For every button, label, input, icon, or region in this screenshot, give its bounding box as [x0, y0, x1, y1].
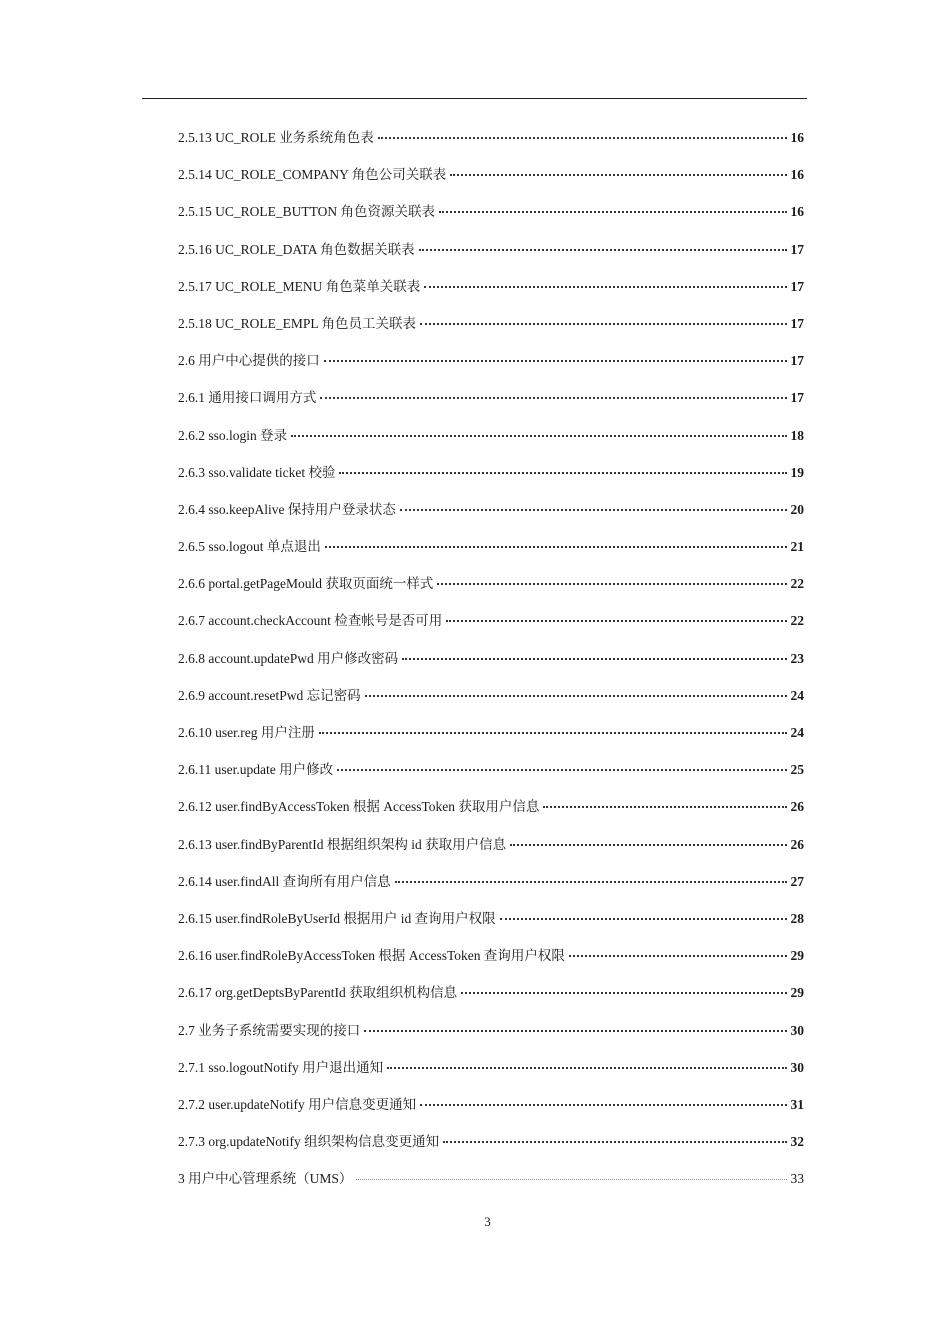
toc-entry-page: 31: [790, 1096, 804, 1112]
toc-entry[interactable]: [178, 126, 804, 163]
toc-entry-page: 27: [790, 873, 804, 889]
toc-entry-title: 2.6.10 user.reg 用户注册: [178, 725, 315, 740]
toc-entry-page: 19: [790, 464, 804, 480]
toc-entry[interactable]: [178, 424, 804, 461]
toc-entry-title: 2.5.14 UC_ROLE_COMPANY 角色公司关联表: [178, 167, 447, 183]
toc-entry-title: 2.6.4 sso.keepAlive 保持用户登录状态: [178, 501, 396, 517]
toc-dot-leader: [319, 732, 787, 734]
toc-entry-title: 2.5.17 UC_ROLE_MENU 角色菜单关联表: [178, 278, 421, 294]
toc-dot-leader: [339, 472, 786, 474]
page-number: 3: [484, 1214, 491, 1229]
header-rule: [142, 98, 807, 99]
toc-dot-leader: [450, 174, 786, 176]
toc-entry[interactable]: [178, 498, 804, 535]
toc-entry[interactable]: [178, 758, 804, 795]
toc-entry-page: 30: [790, 1059, 804, 1075]
toc-entry[interactable]: [178, 312, 804, 349]
toc-dot-leader: [387, 1067, 786, 1069]
toc-entry-page: 17: [790, 278, 804, 294]
toc-entry-page: 20: [790, 501, 804, 517]
toc-dot-leader: [443, 1141, 786, 1143]
toc-entry-title: 2.6.17 org.getDeptsByParentId 获取组织机构信息: [178, 985, 458, 1001]
toc-entry[interactable]: [178, 572, 804, 609]
toc-entry-chapter[interactable]: [178, 1167, 804, 1204]
table-of-contents: [178, 126, 804, 1204]
toc-dot-leader: [378, 137, 787, 139]
toc-entry-title: 2.7.3 org.updateNotify 组织架构信息变更通知: [178, 1134, 440, 1150]
toc-dot-leader: [324, 360, 787, 362]
toc-entry[interactable]: [178, 1019, 804, 1056]
toc-entry[interactable]: [178, 981, 804, 1018]
toc-entry-title: 3 用户中心管理系统（UMS）: [178, 1171, 353, 1187]
toc-entry-page: 21: [790, 539, 804, 555]
toc-entry[interactable]: [178, 795, 804, 832]
toc-dot-leader: [510, 844, 786, 846]
toc-entry-page: 26: [790, 799, 804, 815]
toc-entry-title: 2.6.14 user.findAll 查询所有用户信息: [178, 873, 391, 889]
toc-dot-leader: [400, 509, 787, 511]
toc-entry-page: 17: [790, 390, 804, 406]
toc-dot-leader: [402, 658, 786, 660]
toc-entry-page: 18: [790, 427, 804, 443]
toc-entry[interactable]: [178, 647, 804, 684]
toc-entry-title: 2.6.2 sso.login 登录: [178, 427, 288, 443]
toc-entry[interactable]: [178, 833, 804, 870]
toc-entry-page: 25: [790, 762, 804, 778]
toc-entry-page: 24: [790, 725, 804, 740]
toc-dot-leader: [420, 323, 786, 325]
toc-entry-page: 17: [790, 241, 804, 257]
toc-entry-page: 32: [790, 1134, 804, 1150]
toc-entry-page: 17: [790, 315, 804, 331]
toc-entry-title: 2.6.13 user.findByParentId 根据组织架构 id 获取用户信息: [178, 836, 507, 852]
toc-entry[interactable]: [178, 238, 804, 275]
toc-dot-leader: [461, 992, 786, 994]
toc-dot-leader: [291, 435, 786, 437]
toc-entry-title: 2.6.5 sso.logout 单点退出: [178, 539, 321, 555]
toc-entry-title: 2.5.13 UC_ROLE 业务系统角色表: [178, 130, 374, 145]
toc-entry-title: 2.6.12 user.findByAccessToken 根据 AccessToken 获取用户信息: [178, 799, 540, 815]
toc-entry-title: 2.6.8 account.updatePwd 用户修改密码: [178, 650, 399, 666]
toc-entry-page: 29: [790, 985, 804, 1001]
toc-dot-leader: [424, 286, 786, 288]
toc-dot-leader: [437, 583, 786, 585]
toc-dot-leader: [569, 955, 787, 957]
toc-entry-page: 16: [790, 204, 804, 220]
toc-dot-leader: [337, 769, 786, 771]
toc-entry-page: 33: [790, 1171, 804, 1187]
toc-entry-page: 16: [790, 167, 804, 183]
toc-entry-page: 17: [790, 353, 804, 369]
toc-dot-leader: [356, 1179, 786, 1180]
toc-dot-leader: [419, 249, 787, 251]
toc-entry-title: 2.5.15 UC_ROLE_BUTTON 角色资源关联表: [178, 204, 436, 220]
toc-entry-title: 2.6.3 sso.validate ticket 校验: [178, 464, 336, 480]
toc-entry[interactable]: [178, 163, 804, 200]
toc-entry[interactable]: [178, 535, 804, 572]
toc-entry-page: 28: [790, 910, 804, 926]
toc-dot-leader: [320, 397, 786, 399]
toc-entry[interactable]: [178, 907, 804, 944]
toc-entry[interactable]: [178, 1056, 804, 1093]
toc-entry-page: 30: [790, 1022, 804, 1038]
toc-entry-page: 26: [790, 836, 804, 852]
toc-entry-title: 2.6 用户中心提供的接口: [178, 353, 320, 369]
toc-entry[interactable]: [178, 870, 804, 907]
toc-entry-page: 29: [790, 948, 804, 964]
toc-entry-title: 2.6.15 user.findRoleByUserId 根据用户 id 查询用户权限: [178, 910, 496, 926]
toc-entry-page: 24: [790, 687, 804, 703]
toc-entry-page: 23: [790, 650, 804, 666]
toc-entry[interactable]: [178, 275, 804, 312]
toc-entry-title: 2.5.16 UC_ROLE_DATA 角色数据关联表: [178, 241, 415, 257]
toc-entry-title: 2.7 业务子系统需要实现的接口: [178, 1022, 361, 1038]
toc-dot-leader: [365, 695, 787, 697]
toc-dot-leader: [364, 1030, 786, 1032]
toc-dot-leader: [325, 546, 787, 548]
toc-entry-page: 16: [790, 130, 804, 145]
toc-entry[interactable]: [178, 349, 804, 386]
toc-entry[interactable]: [178, 1093, 804, 1130]
toc-entry-title: 2.6.16 user.findRoleByAccessToken 根据 AccessToken 查询用户权限: [178, 948, 565, 964]
toc-entry[interactable]: [178, 609, 804, 646]
toc-entry[interactable]: [178, 461, 804, 498]
toc-dot-leader: [420, 1104, 786, 1106]
toc-entry[interactable]: [178, 684, 804, 721]
toc-entry[interactable]: [178, 944, 804, 981]
toc-entry-title: 2.6.6 portal.getPageMould 获取页面统一样式: [178, 576, 434, 592]
toc-entry[interactable]: [178, 386, 804, 423]
toc-dot-leader: [439, 211, 786, 213]
toc-entry-title: 2.6.1 通用接口调用方式: [178, 390, 317, 406]
toc-dot-leader: [500, 918, 787, 920]
toc-entry[interactable]: [178, 1130, 804, 1167]
toc-entry[interactable]: [178, 721, 804, 758]
toc-entry-title: 2.6.11 user.update 用户修改: [178, 762, 334, 778]
toc-entry[interactable]: [178, 200, 804, 237]
toc-dot-leader: [543, 806, 786, 808]
toc-entry-page: 22: [790, 613, 804, 629]
toc-entry-title: 2.6.9 account.resetPwd 忘记密码: [178, 687, 361, 703]
toc-entry-page: 22: [790, 576, 804, 592]
toc-entry-title: 2.7.1 sso.logoutNotify 用户退出通知: [178, 1059, 384, 1075]
toc-entry-title: 2.5.18 UC_ROLE_EMPL 角色员工关联表: [178, 315, 417, 331]
toc-dot-leader: [446, 620, 786, 622]
toc-entry-title: 2.6.7 account.checkAccount 检查帐号是否可用: [178, 613, 443, 629]
toc-dot-leader: [395, 881, 787, 883]
toc-entry-title: 2.7.2 user.updateNotify 用户信息变更通知: [178, 1096, 417, 1112]
